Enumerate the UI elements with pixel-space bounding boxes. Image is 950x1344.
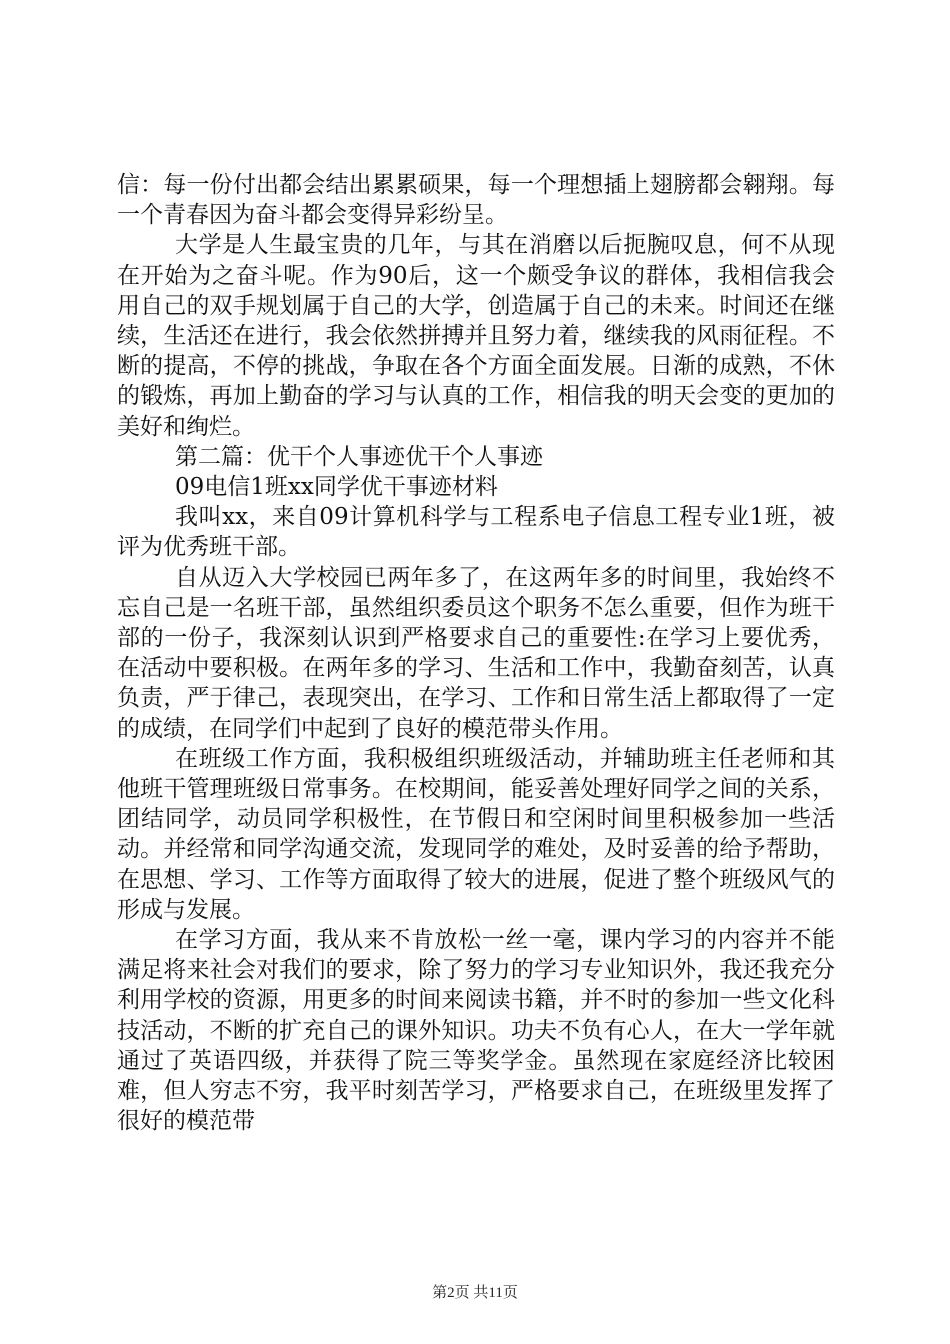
- paragraph-university-years: 大学是人生最宝贵的几年，与其在消磨以后扼腕叹息，何不从现在开始为之奋斗呢。作为90后，这一个颇受争议的群体，我相信我会用自己的双手规划属于自己的大学，创造属于自己的未来。时间还在继续，生活还在进行，我会依然拼搏并且努力着，继续我的风雨征程。不断的提高，不停的挑战，争取在各个方面全面发展。日渐的成熟，不休的锻炼，再加上勤奋的学习与认真的工作，相信我的明天会变的更加的美好和绚烂。: [117, 232, 835, 440]
- page-number-footer: 第2页 共11页: [432, 1285, 518, 1301]
- paragraph-class-work: 在班级工作方面，我积极组织班级活动，并辅助班主任老师和其他班干管理班级日常事务。在校期间，能妥善处理好同学之间的关系，团结同学，动员同学积极性，在节假日和空闲时间里积极参加一些活动。并经常和同学沟通交流，发现同学的难处，及时妥善的给予帮助，在思想、学习、工作等方面取得了较大的进展，促进了整个班级风气的形成与发展。: [117, 745, 835, 923]
- paragraph-study: 在学习方面，我从来不肯放松一丝一毫，课内学习的内容并不能满足将来社会对我们的要求，除了努力的学习专业知识外，我还我充分利用学校的资源，用更多的时间来阅读书籍，并不时的参加一些文化科技活动，不断的扩充自己的课外知识。功夫不负有心人，在大一学年就通过了英语四级，并获得了院三等奖学金。虽然现在家庭经济比较困难，但人穷志不穷，我平时刻苦学习，严格要求自己，在班级里发挥了很好的模范带: [117, 927, 835, 1135]
- paragraph-cadre-role: 自从迈入大学校园已两年多了，在这两年多的时间里，我始终不忘自己是一名班干部，虽然组织委员这个职务不怎么重要，但作为班干部的一份子，我深刻认识到严格要求自己的重要性:在学习上要优秀，在活动中要积极。在两年多的学习、生活和工作中，我勤奋刻苦，认真负责，严于律己，表现突出，在学习、工作和日常生活上都取得了一定的成绩，在同学们中起到了良好的模范带头作用。: [117, 564, 835, 742]
- paragraph-introduction: 我叫xx，来自09计算机科学与工程系电子信息工程专业1班，被评为优秀班干部。: [117, 504, 835, 561]
- paragraph-continued: 信：每一份付出都会结出累累硕果，每一个理想插上翅膀都会翱翔。每一个青春因为奋斗都会变得异彩纷呈。: [117, 172, 835, 229]
- document-body: [117, 170, 835, 1137]
- material-title: 09电信1班xx同学优干事迹材料: [175, 474, 498, 501]
- section-heading-part-two: 第二篇：优干个人事迹优干个人事迹: [175, 443, 543, 470]
